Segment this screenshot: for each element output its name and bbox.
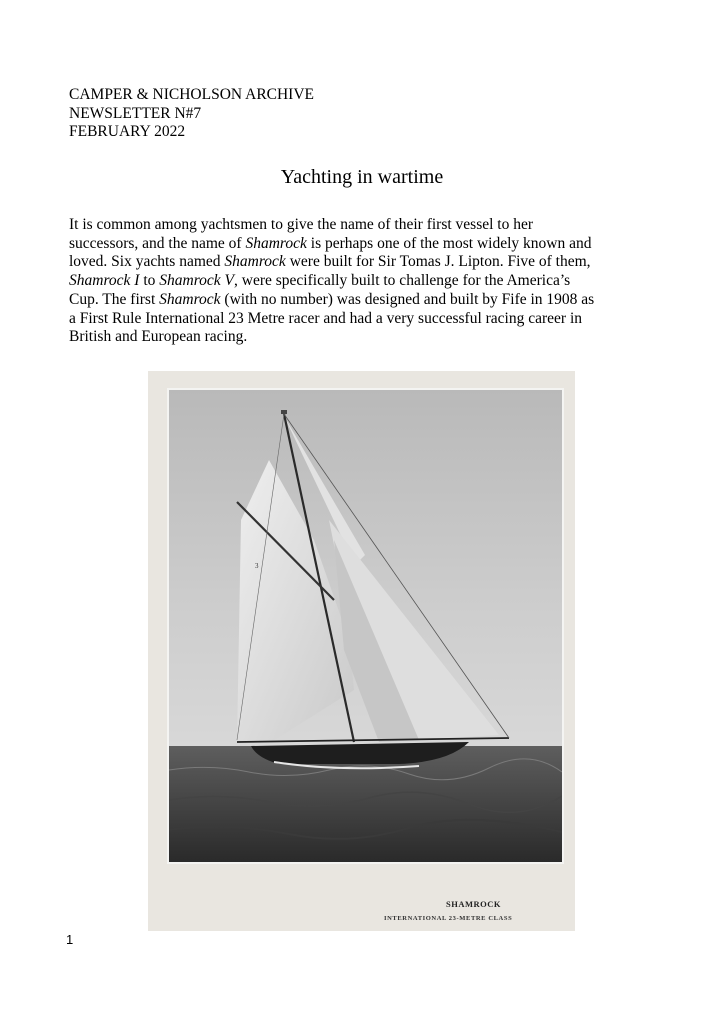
paragraph-line: loved. Six yachts named Shamrock were built for Sir Tomas J. Lipton. Five of them,	[69, 253, 591, 271]
paragraph-line: Shamrock I to Shamrock V, were specifically built to challenge for the America’s	[69, 272, 571, 290]
paragraph-line: Cup. The first Shamrock (with no number) was designed and built by Fife in 1908 as	[69, 290, 595, 308]
photo-caption-name: SHAMROCK	[446, 899, 501, 909]
sailing-yacht-image	[169, 390, 562, 862]
photo-caption-class: INTERNATIONAL 23-METRE CLASS	[384, 915, 513, 922]
sail-number: 3	[255, 562, 259, 570]
paragraph-line: It is common among yachtsmen to give the name of their first vessel to her	[69, 216, 534, 233]
paragraph-line: successors, and the name of Shamrock is perhaps one of the most widely known and	[69, 234, 592, 252]
paragraph-line: British and European racing.	[69, 328, 248, 346]
newsletter-number: NEWSLETTER N#7	[69, 104, 202, 122]
yacht-photograph-mount	[148, 371, 575, 931]
article-paragraph	[69, 216, 659, 347]
archive-name: CAMPER & NICHOLSON ARCHIVE	[69, 86, 315, 103]
article-title: Yachting in wartime	[280, 166, 444, 188]
paragraph-line: a First Rule International 23 Metre racer and had a very successful racing career in	[69, 309, 582, 327]
page-number: 1	[66, 932, 74, 947]
newsletter-header	[69, 86, 314, 142]
newsletter-date: FEBRUARY 2022	[69, 123, 186, 140]
yacht-photograph	[167, 388, 564, 864]
masthead-flag	[281, 410, 287, 414]
